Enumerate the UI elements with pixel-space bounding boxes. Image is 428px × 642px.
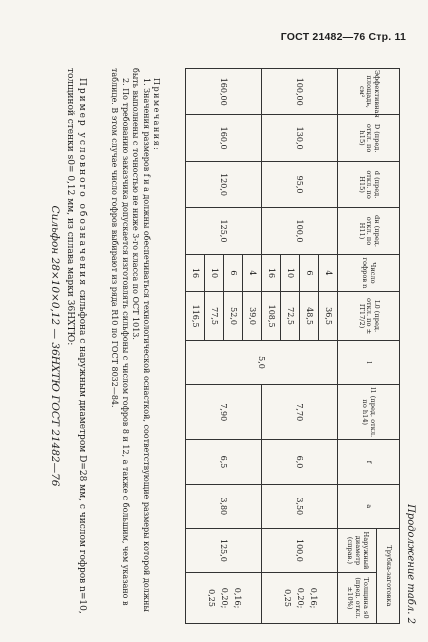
cell-d: 95,0 bbox=[262, 161, 338, 207]
cell-L0: 36,5 bbox=[319, 292, 338, 341]
header-dn: dн (пред. откл. по H11) bbox=[338, 208, 400, 254]
s0-value: 0,16; bbox=[232, 587, 242, 609]
cell-n: 6 bbox=[300, 254, 319, 292]
notes-title: Примечания: bbox=[152, 78, 161, 152]
example-paragraph bbox=[64, 68, 88, 624]
s0-value: 0,16; bbox=[308, 587, 318, 609]
cell-n: 6 bbox=[224, 254, 243, 292]
cell-L0: 108,5 bbox=[262, 292, 281, 341]
cell-tube-d: 100,0 bbox=[262, 528, 338, 572]
cell-f: 6,0 bbox=[262, 440, 338, 484]
header-L0: L0 (пред. откл. по ± IT17/2) bbox=[338, 292, 400, 341]
header-D: D (пред. откл. по h15) bbox=[338, 115, 400, 161]
example-formula: Сильфон 28×10×0,12 — 36НХТЮ ГОСТ 21482—76 bbox=[48, 205, 61, 487]
header-f: f bbox=[338, 440, 400, 484]
header-d: d (пред. откл. по H15) bbox=[338, 161, 400, 207]
cell-L0: 52,0 bbox=[224, 292, 243, 341]
cell-l-shared: 5,0 bbox=[186, 340, 338, 384]
cell-n: 16 bbox=[262, 254, 281, 292]
cell-n: 16 bbox=[186, 254, 205, 292]
cell-d: 120,0 bbox=[186, 161, 262, 207]
cell-n: 10 bbox=[205, 254, 224, 292]
header-l: l bbox=[338, 340, 400, 384]
notes-section bbox=[109, 68, 161, 624]
cell-s0 bbox=[262, 573, 338, 624]
cell-tube-d: 125,0 bbox=[186, 528, 262, 572]
cell-L0: 72,5 bbox=[281, 292, 300, 341]
cell-s0 bbox=[186, 573, 262, 624]
header-a: a bbox=[338, 484, 400, 528]
cell-L0: 77,5 bbox=[205, 292, 224, 341]
cell-L0: 39,0 bbox=[243, 292, 262, 341]
header-tube-outer: Наружный диаметр (справ.) bbox=[338, 528, 377, 572]
header-tube-group: Трубка-заготовка bbox=[377, 528, 400, 623]
note-item: 1. Значения размеров f и a должны обеспечиваться технологической оснасткой, соответствующие размеры которой должны быть выполнены с точностью не ниже 3-го класса по ОСТ 1013. bbox=[131, 68, 151, 612]
spec-table bbox=[185, 68, 400, 624]
header-tube-wall: Толщина s0 (пред. откл. ±10%) bbox=[338, 573, 377, 624]
example-text: сильфона с наружным диаметром D=28 мм, с числом гофров n=10, толщиной стенки s0= 0,12 мм, из сплава марки 36НХТЮ: bbox=[64, 68, 87, 614]
cell-n: 4 bbox=[243, 254, 262, 292]
cell-l1: 7,70 bbox=[262, 385, 338, 440]
rotated-content bbox=[0, 60, 418, 632]
s0-value: 0,25 bbox=[207, 589, 217, 607]
cell-l1: 7,90 bbox=[186, 385, 262, 440]
s0-value: 0,20; bbox=[219, 587, 229, 609]
s0-value: 0,20; bbox=[295, 587, 305, 609]
cell-L0: 48,5 bbox=[300, 292, 319, 341]
designation-example bbox=[48, 68, 88, 624]
cell-n: 4 bbox=[319, 254, 338, 292]
cell-n: 10 bbox=[281, 254, 300, 292]
cell-dn: 100,0 bbox=[262, 208, 338, 254]
header-n: Число гофров n bbox=[338, 254, 400, 292]
s0-value: 0,25 bbox=[283, 589, 293, 607]
cell-area: 160,00 bbox=[186, 69, 262, 115]
cell-L0: 116,5 bbox=[186, 292, 205, 341]
table-row bbox=[319, 69, 338, 624]
note-item: 2. По требованию заказчика допускается изготовлять сильфоны с числом гофров 8 и 12, а также с большим, чем указано в таблице. В этом случае число гофров выбирают из ряда R10 по ГОСТ 8032—84. bbox=[110, 68, 130, 606]
cell-D: 160,0 bbox=[186, 115, 262, 161]
cell-area: 100,00 bbox=[262, 69, 338, 115]
cell-a: 3,80 bbox=[186, 484, 262, 528]
page-header: ГОСТ 21482—76 Стр. 11 bbox=[280, 31, 406, 43]
cell-dn: 125,0 bbox=[186, 208, 262, 254]
example-lead: Пример условного обозначения bbox=[77, 78, 87, 287]
table-continuation-title: Продолжение табл. 2 bbox=[405, 504, 416, 624]
cell-D: 130,0 bbox=[262, 115, 338, 161]
header-l1: l1 (пред. откл. по h14) bbox=[338, 385, 400, 440]
header-effective-area: Эффективная площадь, см² bbox=[338, 69, 400, 115]
cell-f: 6,5 bbox=[186, 440, 262, 484]
cell-a: 3,50 bbox=[262, 484, 338, 528]
